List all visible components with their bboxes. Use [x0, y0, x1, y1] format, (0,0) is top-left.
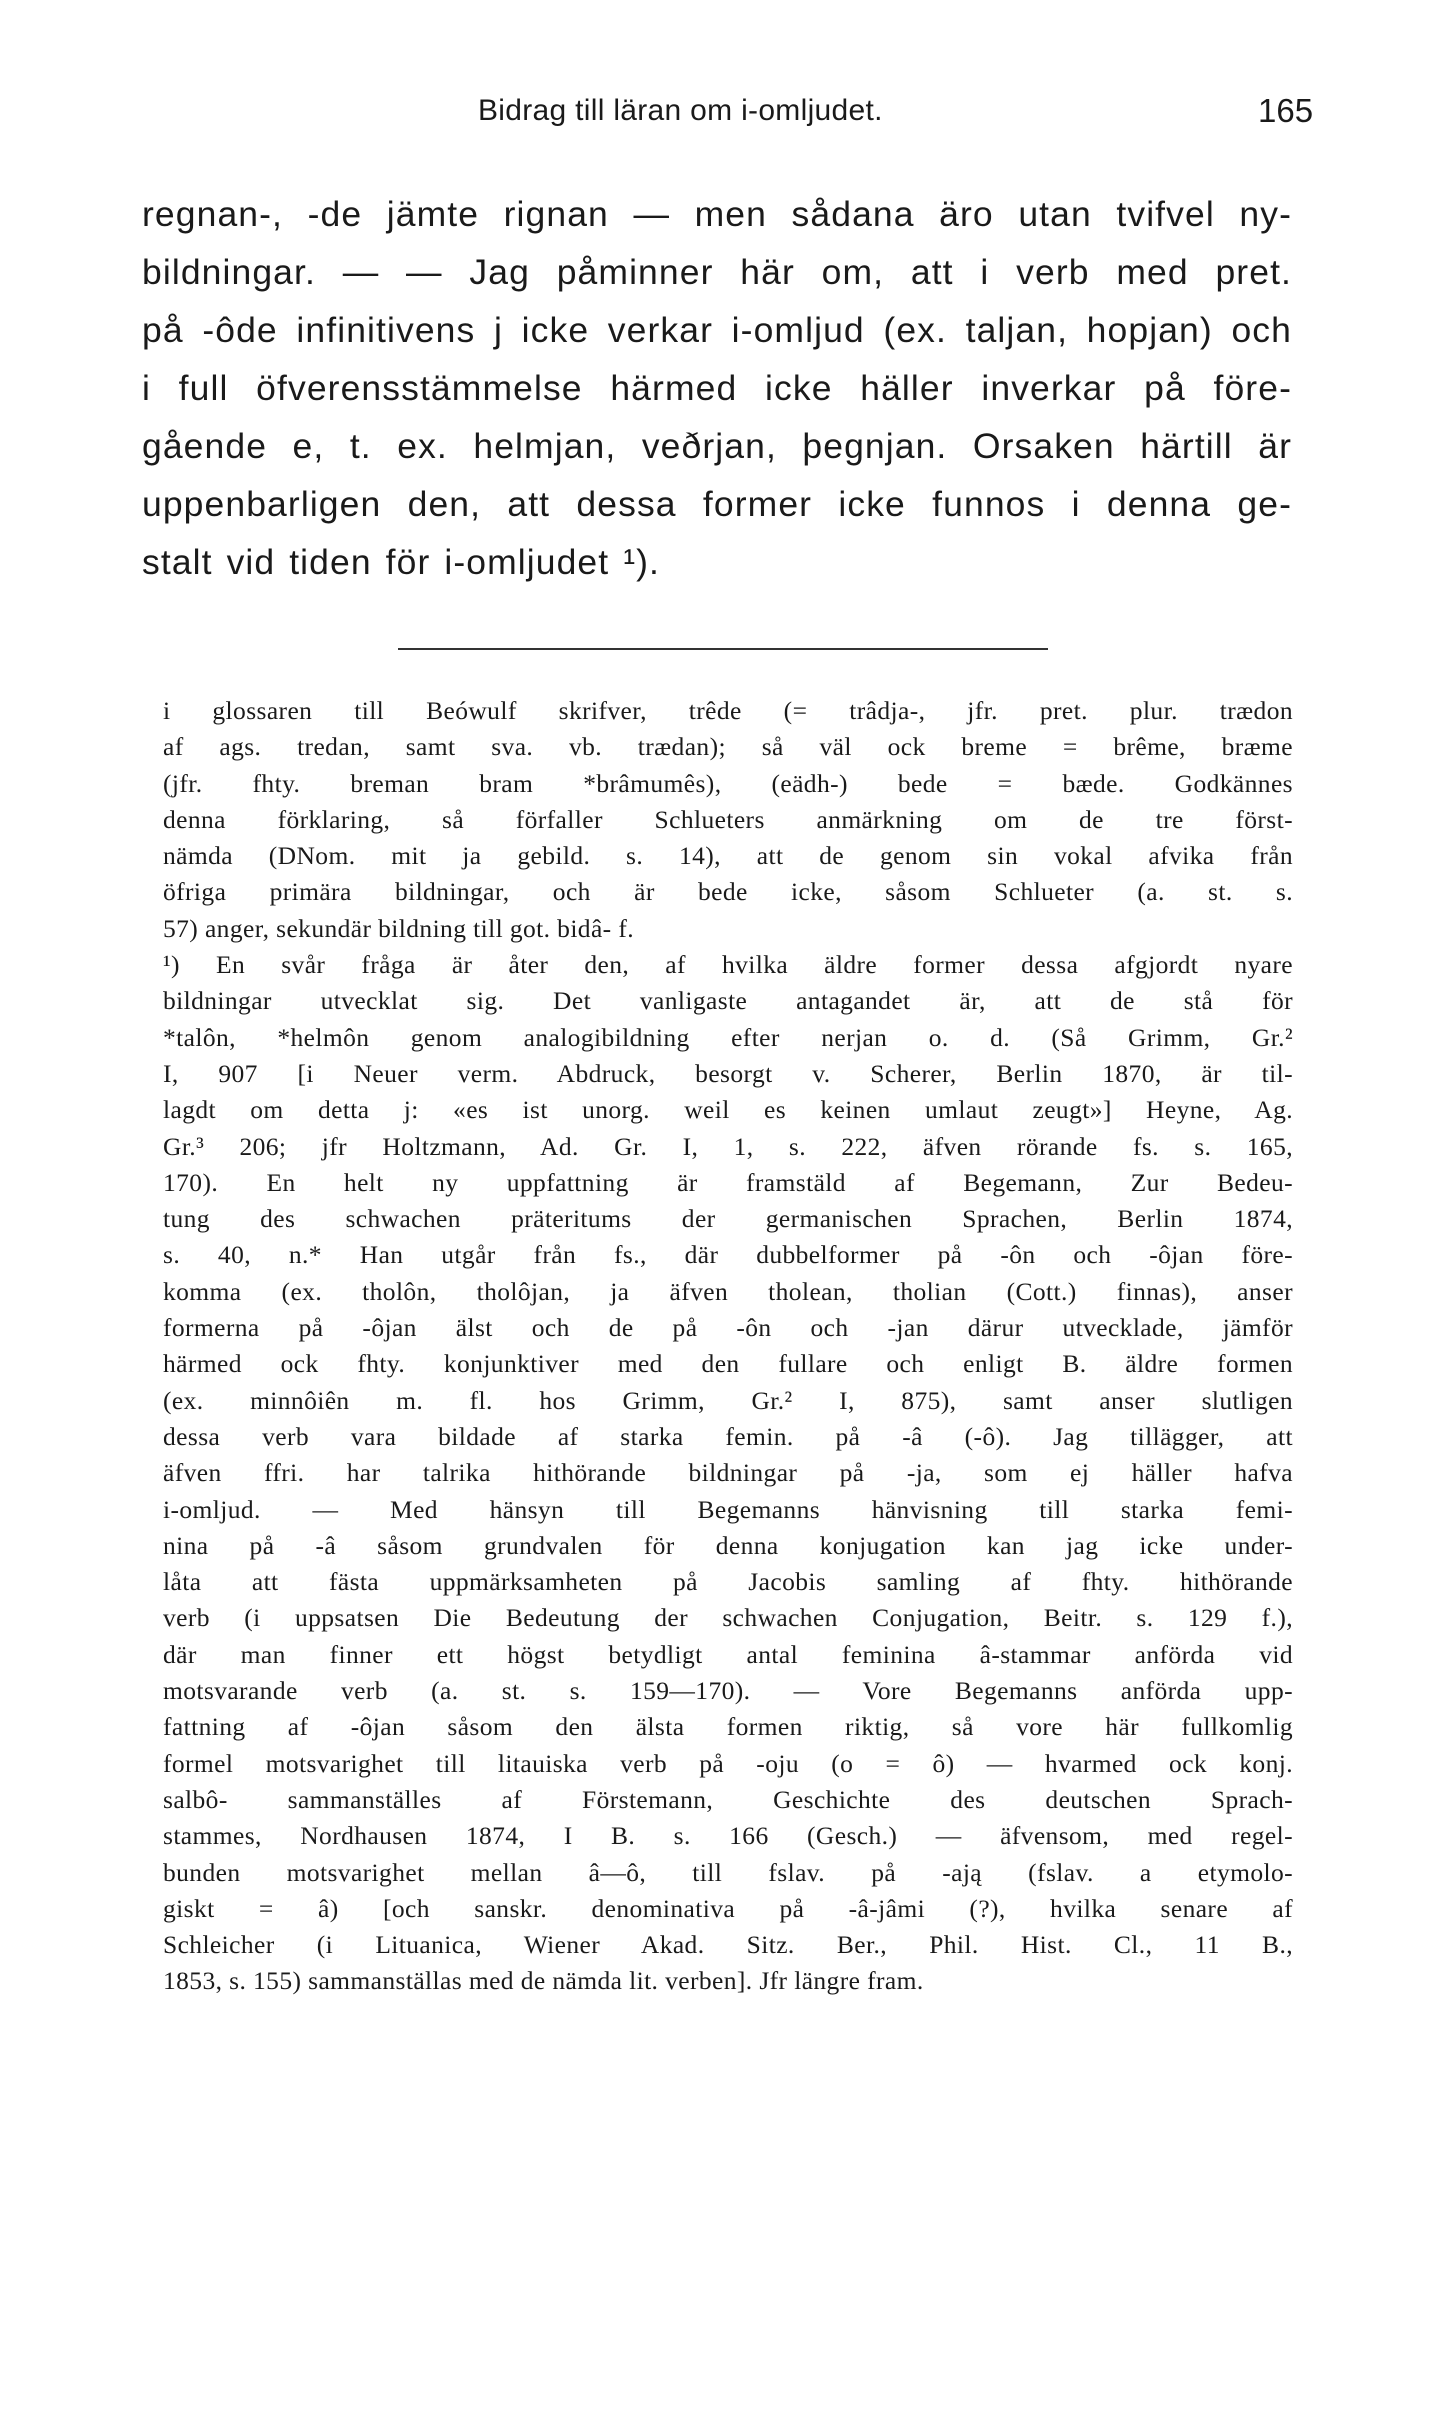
- footnote-divider: [398, 648, 1048, 650]
- footnote-line: I, 907 [i Neuer verm. Abdruck, besorgt v. Scherer, Berlin 1870, är til-: [163, 1058, 1293, 1088]
- footnotes: [163, 693, 1293, 2000]
- footnote-line: i glossaren till Beówulf skrifver, trêde (= trâdja-, jfr. pret. plur. trædon: [163, 696, 1293, 725]
- footnote-line: äfven ffri. har talrika hithörande bildningar på -ja, som ej häller hafva: [163, 1458, 1293, 1488]
- footnote-line: salbô- sammanställes af Förstemann, Geschichte des deutschen Sprach-: [163, 1784, 1293, 1814]
- footnote-line: giskt = â) [och sanskr. denominativa på -â-jâmi (?), hvilka senare af: [163, 1893, 1293, 1923]
- body-line: uppenbarligen den, att dessa former icke funnos i denna ge-: [142, 484, 1292, 524]
- page-header: [0, 88, 1445, 138]
- footnote-line: bildningar utvecklat sig. Det vanligaste antagandet är, att de stå för: [163, 986, 1293, 1016]
- footnote-line: formel motsvarighet till litauiska verb på -oju (o = ô) — hvarmed ock konj.: [163, 1748, 1293, 1778]
- footnote-line: komma (ex. tholôn, tholôjan, ja äfven tholean, tholian (Cott.) finnas), anser: [163, 1276, 1293, 1306]
- footnote-line: bunden motsvarighet mellan â—ô, till fslav. på -ają (fslav. a etymolo-: [163, 1857, 1293, 1887]
- body-line: stalt vid tiden för i-omljudet ¹).: [142, 542, 661, 582]
- footnote-line: stammes, Nordhausen 1874, I B. s. 166 (Gesch.) — äfvensom, med regel-: [163, 1821, 1293, 1851]
- footnote-line: motsvarande verb (a. st. s. 159—170). — Vore Begemanns anförda upp-: [163, 1676, 1293, 1706]
- footnote-line: Gr.³ 206; jfr Holtzmann, Ad. Gr. I, 1, s. 222, äfven rörande fs. s. 165,: [163, 1131, 1293, 1161]
- body-line: i full öfverensstämmelse härmed icke häller inverkar på före-: [142, 368, 1292, 408]
- footnote-line: tung des schwachen präteritums der germanischen Sprachen, Berlin 1874,: [163, 1204, 1293, 1234]
- footnote-line: nina på -â såsom grundvalen för denna konjugation kan jag icke under-: [163, 1530, 1293, 1560]
- footnote-line: nämda (DNom. mit ja gebild. s. 14), att de genom sin vokal afvika från: [163, 841, 1293, 871]
- footnote-line: öfriga primära bildningar, och är bede icke, såsom Schlueter (a. st. s.: [163, 877, 1293, 907]
- footnote-line: af ags. tredan, samt sva. vb. trædan); så väl ock breme = brême, bræme: [163, 732, 1293, 762]
- footnote-line: denna förklaring, så förfaller Schlueters anmärkning om de tre först-: [163, 804, 1293, 834]
- body-paragraph: [142, 185, 1292, 591]
- body-line: på -ôde infinitivens j icke verkar i-omljud (ex. taljan, hopjan) och: [142, 310, 1292, 350]
- footnote-line: där man finner ett högst betydligt antal feminina â-stammar anförda vid: [163, 1639, 1293, 1669]
- footnote-line: härmed ock fhty. konjunktiver med den fullare och enligt B. äldre formen: [163, 1349, 1293, 1379]
- footnote-line: verb (i uppsatsen Die Bedeutung der schwachen Conjugation, Beitr. s. 129 f.),: [163, 1603, 1293, 1633]
- body-line: gående e, t. ex. helmjan, veðrjan, þegnjan. Orsaken härtill är: [142, 426, 1292, 466]
- footnote-line: s. 40, n.* Han utgår från fs., där dubbelformer på -ôn och -ôjan före-: [163, 1240, 1293, 1270]
- footnote-line: formerna på -ôjan älst och de på -ôn och -jan därur utvecklade, jämför: [163, 1313, 1293, 1343]
- footnote-line: (jfr. fhty. breman bram *brâmumês), (eädh-) bede = bæde. Godkännes: [163, 768, 1293, 798]
- footnote-line: ¹) En svår fråga är åter den, af hvilka äldre former dessa afgjordt nyare: [163, 950, 1293, 980]
- footnote-line: 1853, s. 155) sammanställas med de nämda lit. verben]. Jfr längre fram.: [163, 1966, 924, 1996]
- footnote-line: *talôn, *helmôn genom analogibildning efter nerjan o. d. (Så Grimm, Gr.²: [163, 1022, 1293, 1052]
- running-head: Bidrag till läran om i-omljudet.: [478, 94, 883, 127]
- footnote-line: 170). En helt ny uppfattning är framstäld af Begemann, Zur Bedeu-: [163, 1167, 1293, 1197]
- footnote-line: låta att fästa uppmärksamheten på Jacobis samling af fhty. hithörande: [163, 1567, 1293, 1597]
- body-line: bildningar. — — Jag påminner här om, att i verb med pret.: [142, 252, 1292, 292]
- footnote-line: 57) anger, sekundär bildning till got. bidâ- f.: [163, 913, 635, 943]
- footnote-line: fattning af -ôjan såsom den älsta formen riktig, så vore här fullkomlig: [163, 1712, 1293, 1742]
- body-line: regnan-, -de jämte rignan — men sådana äro utan tvifvel ny-: [142, 194, 1292, 234]
- footnote-line: Schleicher (i Lituanica, Wiener Akad. Sitz. Ber., Phil. Hist. Cl., 11 B.,: [163, 1930, 1293, 1960]
- footnote-line: (ex. minnôiên m. fl. hos Grimm, Gr.² I, 875), samt anser slutligen: [163, 1385, 1293, 1415]
- footnote-line: lagdt om detta j: «es ist unorg. weil es keinen umlaut zeugt»] Heyne, Ag.: [163, 1095, 1293, 1125]
- footnote-line: dessa verb vara bildade af starka femin. på -â (-ô). Jag tillägger, att: [163, 1421, 1293, 1451]
- footnote-line: i-omljud. — Med hänsyn till Begemanns hänvisning till starka femi-: [163, 1494, 1293, 1524]
- page-number: 165: [1258, 92, 1314, 129]
